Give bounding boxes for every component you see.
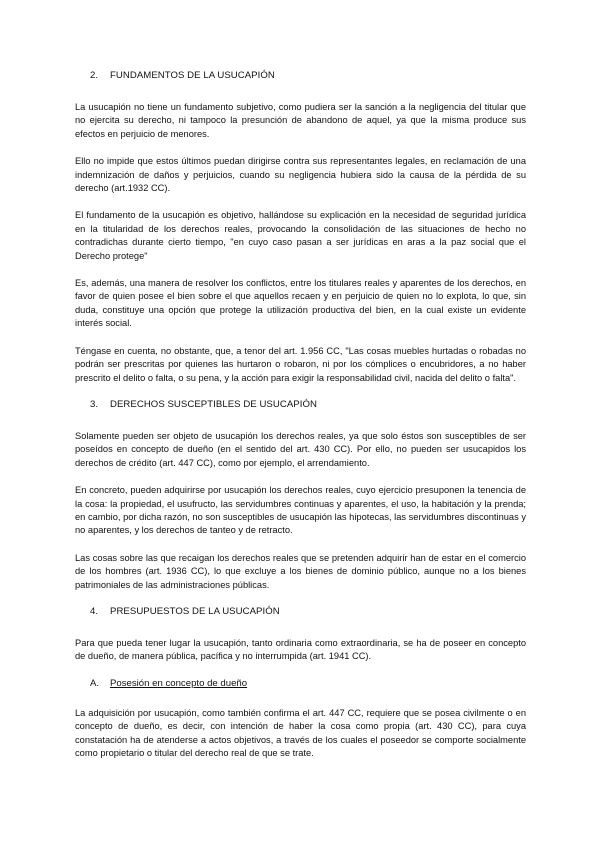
section-number: 4. <box>90 605 99 617</box>
section-number: 2. <box>90 70 99 81</box>
subsection-heading <box>90 678 526 690</box>
section-heading <box>90 399 526 411</box>
section-heading <box>90 70 526 82</box>
section-title: FUNDAMENTOS DE LA USUCAPIÓN <box>110 70 275 81</box>
section-title: DERECHOS SUSCEPTIBLES DE USUCAPIÓN <box>110 398 317 410</box>
paragraph: Téngase en cuenta, no obstante, que, a tenor del art. 1.956 CC, "Las cosas muebles hurtadas o robadas no podrán ser prescritas por quienes las hurtaron o robaron, ni por los cómplices o encubridores, a no haber prescrito el delito o falta, o su pena, y la acción para exigir la responsabilidad civil, nacida del delito o falta". <box>75 345 526 383</box>
paragraph: La adquisición por usucapión, como también confirma el art. 447 CC, requiere que se posea civilmente o en concepto de dueño, es decir, con intención de haber la cosa como propia (art. 430 CC), para cuya constatación ha de atenderse a actos objetivos, a través de los cuales el poseedor se comporte socialmente como propietario o titular del derecho real de que se trate. <box>75 707 526 758</box>
paragraph: En concreto, pueden adquirirse por usucapión los derechos reales, cuyo ejercicio presuponen la tenencia de la cosa: la propiedad, el usufructo, las servidumbres continuas y aparentes, el uso, la habitación y la prenda; en cambio, por dicha razón, no son susceptibles de usucapión las hipotecas, las servidumbres discontinuas y no aparentes, y los derechos de tanteo y de retracto. <box>75 485 526 536</box>
paragraph: Para que pueda tener lugar la usucapión, tanto ordinaria como extraordinaria, se ha de poseer en concepto de dueño, de manera pública, pacífica y no interrumpida (art. 1941 CC). <box>75 637 526 662</box>
section-title: PRESUPUESTOS DE LA USUCAPIÓN <box>110 605 280 617</box>
paragraph: Ello no impide que estos últimos puedan dirigirse contra sus representantes legales, en reclamación de una indemnización de daños y perjuicios, cuando su negligencia hubiera sido la causa de la pérdida de su derecho (art.1932 CC). <box>75 156 526 194</box>
paragraph: Las cosas sobre las que recaigan los derechos reales que se pretenden adquirir han de estar en el comercio de los hombres (art. 1936 CC), lo que excluye a los bienes de dominio público, aunque no a los bienes patrimoniales de las administraciones públicas. <box>75 552 526 590</box>
subsection-title: Posesión en concepto de dueño <box>110 677 248 689</box>
paragraph: La usucapión no tiene un fundamento subjetivo, como pudiera ser la sanción a la negligencia del titular que no ejercita su derecho, ni tampoco la presunción de abandono de aquel, ya que la misma produce sus efectos en perjuicio de menores. <box>75 102 526 139</box>
section-heading <box>90 606 526 618</box>
section-number: 3. <box>90 398 99 410</box>
paragraph: El fundamento de la usucapión es objetivo, hallándose su explicación en la necesidad de seguridad jurídica en la titularidad de los derechos reales, provocando la consolidación de las situaciones de hecho no contradichas durante cierto tiempo, "en cuyo caso pasan a ser jurídicas en aras a la paz social que el Derecho protege" <box>75 210 526 261</box>
paragraph: Solamente pueden ser objeto de usucapión los derechos reales, ya que solo éstos son susceptibles de ser poseídos en concepto de dueño (en el sentido del art. 430 CC). Por ello, no pueden ser usucapidos los derechos de crédito (art. 447 CC), como por ejemplo, el arrendamiento. <box>75 430 526 468</box>
paragraph: Es, además, una manera de resolver los conflictos, entre los titulares reales y aparentes de los derechos, en favor de quien posee el bien sobre el que aquellos recaen y en perjuicio de quien no lo explota, lo que, sin duda, constituye una opción que protege la utilización productiva del bien, en la cual existe un evidente interés social. <box>75 278 526 329</box>
subsection-letter: A. <box>90 677 100 689</box>
